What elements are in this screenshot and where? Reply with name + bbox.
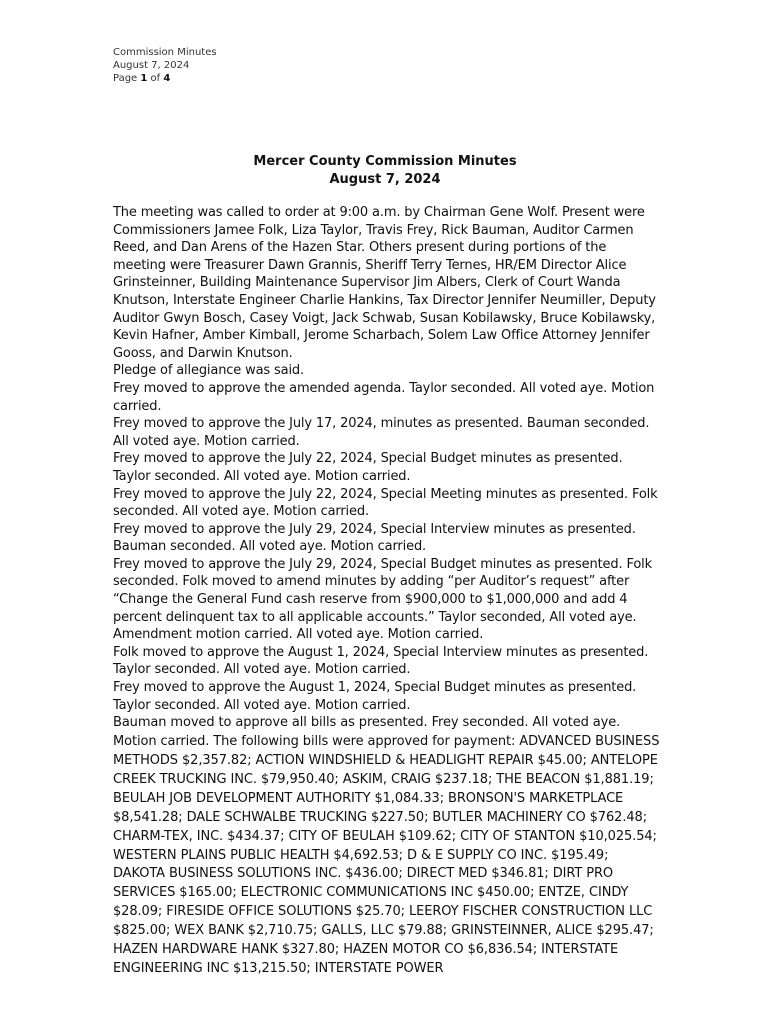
paragraph-minutes-july-22-budget: Frey moved to approve the July 22, 2024, Special Budget minutes as presented. Taylor seconded. All voted aye. Motion carried. <box>113 451 623 484</box>
header-date: August 7, 2024 <box>113 60 190 71</box>
paragraph-minutes-july-17: Frey moved to approve the July 17, 2024, minutes as presented. Bauman seconded. All voted aye. Motion carried. <box>113 416 650 449</box>
paragraph-pledge: Pledge of allegiance was said. <box>113 363 305 379</box>
title-line-1: Mercer County Commission Minutes <box>253 154 517 169</box>
page-number <box>113 72 217 85</box>
page-total: 4 <box>163 73 171 84</box>
paragraph-minutes-july-29-interview: Frey moved to approve the July 29, 2024, Special Interview minutes as presented. Bauman seconded. All voted aye. Motion carried. <box>113 521 636 555</box>
page-current: 1 <box>140 73 148 84</box>
page-header <box>113 46 217 85</box>
paragraph-bills-approved: Bauman moved to approve all bills as presented. Frey seconded. All voted aye. Motion carried. The following bills were approved for payment: ADVANCED BUSINESS METHODS $2,357.82; ACTION WINDSHIELD & HEADLIGHT REPAIR $45.00; ANTELOPE CREEK TRUCKING INC. $79,950.40; ASKIM, CRAIG $237.18; THE BEACON $1,881.19; BEULAH JOB DEVELOPMENT AUTHORITY $1,084.33; BRONSON'S MARKETPLACE $8,541.28; DALE SCHWALBE TRUCKING $227.50; BUTLER MACHINERY CO $762.48; CHARM-TEX, INC. $434.37; CITY OF BEULAH $109.62; CITY OF STANTON $10,025.54; WESTERN PLAINS PUBLIC HEALTH $4,692.53; D & E SUPPLY CO INC. $195.49; DAKOTA BUSINESS SOLUTIONS INC. $436.00; DIRECT MED $346.81; DIRT PRO SERVICES $165.00; ELECTRONIC COMMUNICATIONS INC $450.00; ENTZE, CINDY $28.09; FIRESIDE OFFICE SOLUTIONS $25.70; LEEROY FISCHER CONSTRUCTION LLC $825.00; WEX BANK $2,710.75; GALLS, LLC $79.88; GRINSTEINNER, ALICE $295.47; HAZEN HARDWARE HANK $327.80; HAZEN MOTOR CO $6,836.54; INTERSTATE ENGINEERING INC $13,215.50; INTERSTATE POWER <box>113 715 660 976</box>
paragraph-minutes-aug-1-interview: Folk moved to approve the August 1, 2024, Special Interview minutes as presented. Taylor seconded. All voted aye. Motion carried. <box>113 644 649 678</box>
minutes-body <box>113 204 661 979</box>
paragraph-call-to-order: The meeting was called to order at 9:00 a.m. by Chairman Gene Wolf. Present were Commissioners Jamee Folk, Liza Taylor, Travis Frey, Rick Bauman, Auditor Carmen Reed, and Dan Arens of the Hazen Star. Others present during portions of the meeting were Treasurer Dawn Grannis, Sheriff Terry Ternes, HR/EM Director Alice Grinsteinner, Building Maintenance Supervisor Jim Albers, Clerk of Court Wanda Knutson, Interstate Engineer Charlie Hankins, Tax Director Jennifer Neumiller, Deputy Auditor Gwyn Bosch, Casey Voigt, Jack Schwab, Susan Kobilawsky, Bruce Kobilawsky, Kevin Hafner, Amber Kimball, Jerome Scharbach, Solem Law Office Attorney Jennifer Gooss, and Darwin Knutson. <box>113 205 656 361</box>
paragraph-minutes-july-22-meeting: Frey moved to approve the July 22, 2024, Special Meeting minutes as presented. Folk seconded. All voted aye. Motion carried. <box>113 486 658 520</box>
document-title <box>0 153 770 189</box>
title-line-2: August 7, 2024 <box>329 172 441 187</box>
page-label: Page <box>113 73 141 84</box>
paragraph-minutes-aug-1-budget: Frey moved to approve the August 1, 2024, Special Budget minutes as presented. Taylor seconded. All voted aye. Motion carried. <box>113 680 637 713</box>
page-separator: of <box>147 73 164 84</box>
header-document-name: Commission Minutes <box>113 47 217 58</box>
paragraph-agenda-approval: Frey moved to approve the amended agenda. Taylor seconded. All voted aye. Motion carried. <box>113 380 655 414</box>
paragraph-minutes-july-29-budget: Frey moved to approve the July 29, 2024, Special Budget minutes as presented. Folk seconded. Folk moved to amend minutes by adding “per Auditor’s request” after “Change the General Fund cash reserve from $900,000 to $1,000,000 and add 4 percent delinquent tax to all applicable accounts.” Taylor seconded, All voted aye. Amendment motion carried. All voted aye. Motion carried. <box>113 556 652 643</box>
